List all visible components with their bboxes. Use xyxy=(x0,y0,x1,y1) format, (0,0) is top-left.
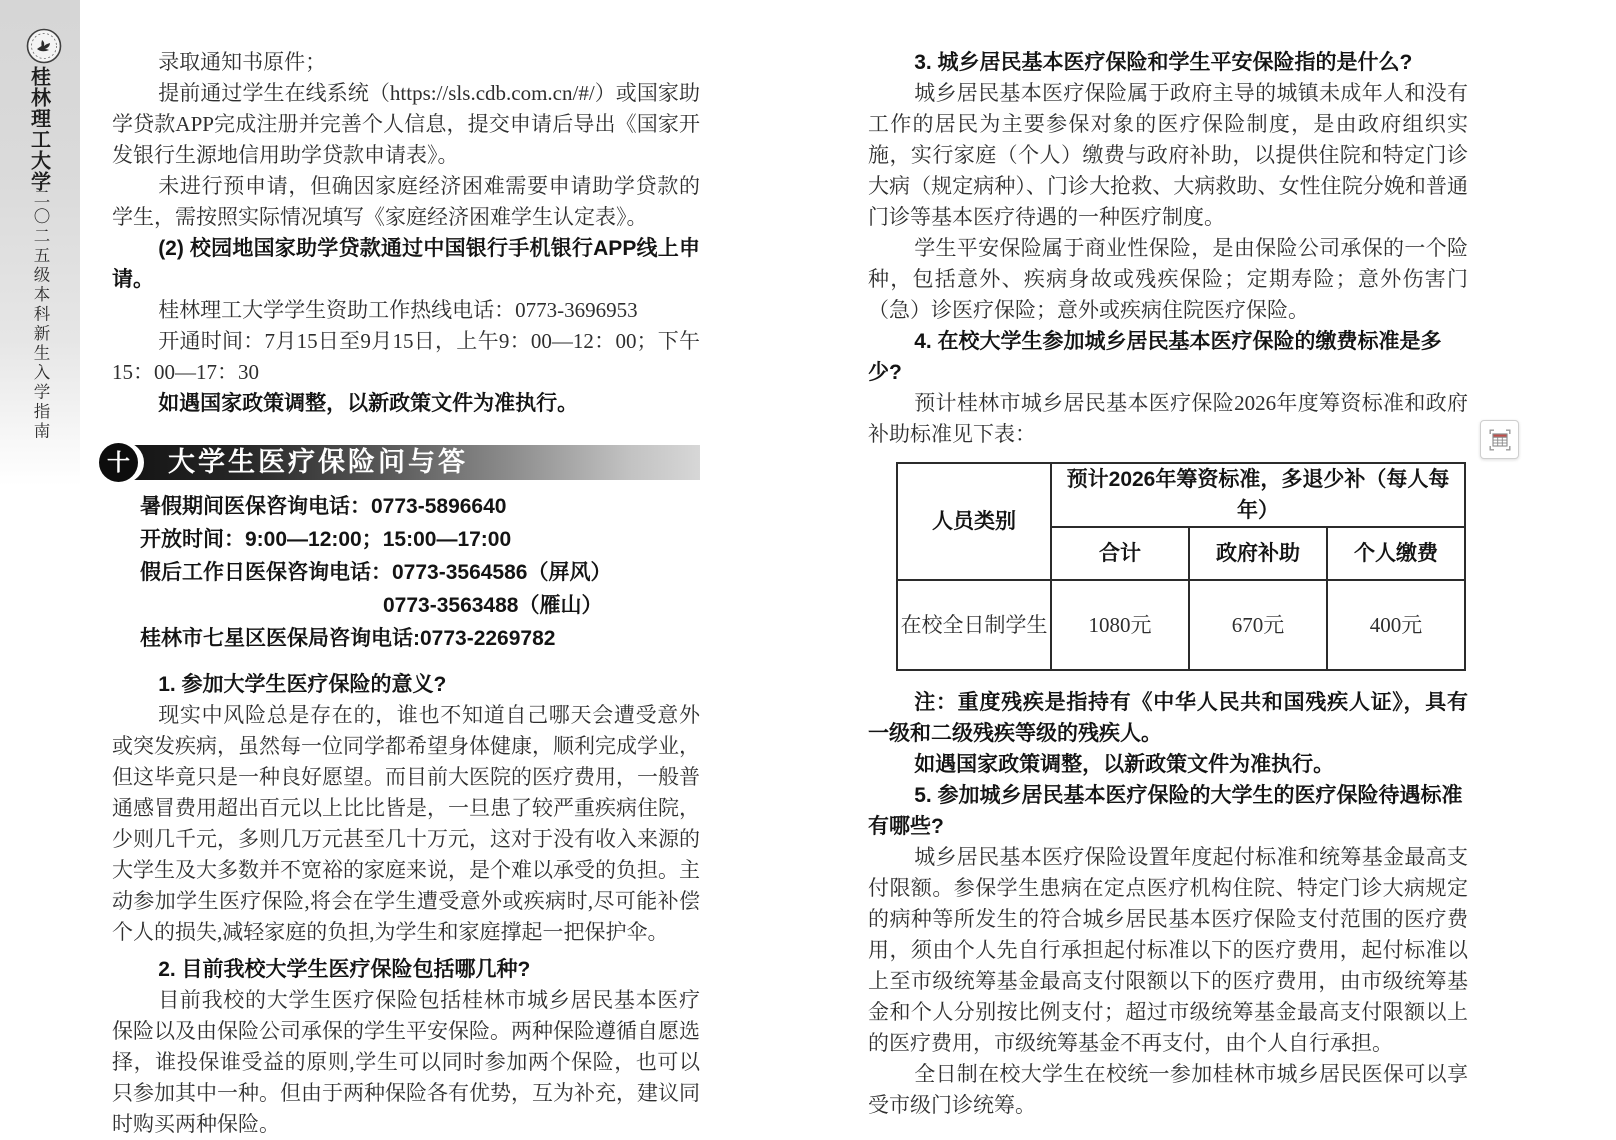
question-5-body-1: 城乡居民基本医疗保险设置年度起付标准和统筹基金最高支付限额。参保学生患病在定点医疗机构住院、特定门诊大病规定的病种等所发生的符合城乡居民基本医疗保险支付范围的医疗费用，须由个人先自行承担起付标准以下的医疗费用，起付标准以上至市级统筹基金最高支付限额以下的医疗费用，由市级统筹基金和个人分别按比例支付；超过市级统筹基金最高支付限额以上的医疗费用，市级统筹基金不再支付，由个人自行承担。 xyxy=(868,845,1468,1055)
table-select-tool-button[interactable] xyxy=(1480,420,1519,459)
question-3-heading: 3. 城乡居民基本医疗保险和学生平安保险指的是什么? xyxy=(914,51,1413,74)
table-header-total: 合计 xyxy=(1051,527,1189,580)
paragraph-no-preapply: 未进行预申请，但确因家庭经济困难需要申请助学贷款的学生，需按照实际情况填写《家庭经济困难学生认定表》。 xyxy=(112,174,700,229)
question-5-body-2: 全日制在校大学生在校统一参加桂林市城乡居民医保可以享受市级门诊统筹。 xyxy=(868,1062,1468,1117)
university-name-vertical: 桂林理工大学 xyxy=(27,66,52,192)
contact-qixing-bureau-phone: 桂林市七星区医保局咨询电话:0773-2269782 xyxy=(140,627,556,650)
table-header-gov-subsidy: 政府补助 xyxy=(1189,527,1327,580)
table-header-personal-pay: 个人缴费 xyxy=(1327,527,1465,580)
policy-note: 如遇国家政策调整，以新政策文件为准执行。 xyxy=(914,753,1335,776)
table-header-person-category: 人员类别 xyxy=(897,463,1051,580)
paragraph-online-preapply: 提前通过学生在线系统（https://sls.cdb.com.cn/#/）或国家助学贷款APP完成注册并完善个人信息，提交申请后导出《国家开发银行生源地信用助学贷款申请表》。 xyxy=(112,81,700,167)
paragraph-aid-hotline: 桂林理工大学学生资助工作热线电话：0773-3696953 xyxy=(158,298,638,322)
left-column xyxy=(107,47,700,1140)
contact-summer-phone: 暑假期间医保咨询电话：0773-5896640 xyxy=(140,495,507,518)
question-3-body-1: 城乡居民基本医疗保险属于政府主导的城镇未成年人和没有工作的居民为主要参保对象的医疗保险制度，是由政府组织实施，实行家庭（个人）缴费与政府补助，以提供住院和特定门诊大病（规定病种）、门诊大抢救、大病救助、女性住院分娩和普通门诊等基本医疗待遇的一种医疗制度。 xyxy=(868,81,1468,229)
question-1-heading: 1. 参加大学生医疗保险的意义? xyxy=(158,673,447,696)
section-number-badge: 十 xyxy=(99,443,138,482)
question-3-body-2: 学生平安保险属于商业性保险，是由保险公司承保的一个险种，包括意外、疾病身故或残疾保险；定期寿险；意外伤害门（急）诊医疗保险；意外或疾病住院医疗保险。 xyxy=(868,236,1468,322)
university-seal-logo xyxy=(26,28,62,64)
fee-standard-table xyxy=(896,462,1466,671)
table-row-fulltime-student xyxy=(897,580,1465,670)
contact-workday-phone: 假后工作日医保咨询电话：0773-3564586（屏风） xyxy=(140,561,612,584)
paragraph-policy-note: 如遇国家政策调整，以新政策文件为准执行。 xyxy=(158,392,579,415)
table-note: 注：重度残疾是指持有《中华人民共和国残疾人证》，具有一级和二级残疾等级的残疾人。 xyxy=(868,691,1468,745)
paragraph-admission-notice: 录取通知书原件； xyxy=(158,50,327,74)
section-title: 大学生医疗保险问与答 xyxy=(168,447,468,477)
question-4-intro: 预计桂林市城乡居民基本医疗保险2026年度筹资标准和政府补助标准见下表： xyxy=(868,391,1468,446)
question-1-body: 现实中风险总是存在的，谁也不知道自己哪天会遭受意外或突发疾病，虽然每一位同学都希望身体健康，顺利完成学业，但这毕竟只是一种良好愿望。而目前大医院的医疗费用，一般普通感冒费用超出百元以上比比皆是，一旦患了较严重疾病住院，少则几千元，多则几万元甚至几十万元，这对于没有收入来源的大学生及大多数并不宽裕的家庭来说，是个难以承受的负担。主动参加学生医疗保险,将会在学生遭受意外或疾病时,尽可能补偿个人的损失,减轻家庭的负担,为学生和家庭撑起一把保护伞。 xyxy=(112,703,700,944)
guide-edition-vertical: 二〇二五级本科新生入学指南 xyxy=(31,188,50,442)
contact-yanshan-phone: 0773-3563488（雁山） xyxy=(383,594,603,617)
table-cell-total: 1080元 xyxy=(1051,580,1189,670)
table-header-plan: 预计2026年筹资标准，多退少补（每人每年） xyxy=(1051,463,1465,527)
right-column xyxy=(868,47,1468,1121)
sidebar xyxy=(0,0,80,486)
question-4-heading: 4. 在校大学生参加城乡居民基本医疗保险的缴费标准是多少? xyxy=(868,330,1442,384)
question-5-heading: 5. 参加城乡居民基本医疗保险的大学生的医疗保险待遇标准有哪些? xyxy=(868,784,1463,838)
contact-open-hours: 开放时间：9:00—12:00；15:00—17:00 xyxy=(140,528,512,551)
table-select-icon xyxy=(1488,428,1512,452)
paragraph-open-time: 开通时间：7月15日至9月15日，上午9：00—12：00；下午15：00—17：30 xyxy=(112,329,700,384)
table-cell-category: 在校全日制学生 xyxy=(897,580,1051,670)
question-2-body: 目前我校的大学生医疗保险包括桂林市城乡居民基本医疗保险以及由保险公司承保的学生平安保险。两种保险遵循自愿选择，谁投保谁受益的原则,学生可以同时参加两个保险，也可以只参加其中一种。但由于两种保险各有优势，互为补充，建议同时购买两种保险。 xyxy=(112,988,700,1136)
table-cell-personal-pay: 400元 xyxy=(1327,580,1465,670)
paragraph-campus-loan: (2) 校园地国家助学贷款通过中国银行手机银行APP线上申请。 xyxy=(112,237,700,291)
question-2-heading: 2. 目前我校大学生医疗保险包括哪几种? xyxy=(158,958,531,981)
table-cell-gov-subsidy: 670元 xyxy=(1189,580,1327,670)
section-banner xyxy=(107,445,700,480)
